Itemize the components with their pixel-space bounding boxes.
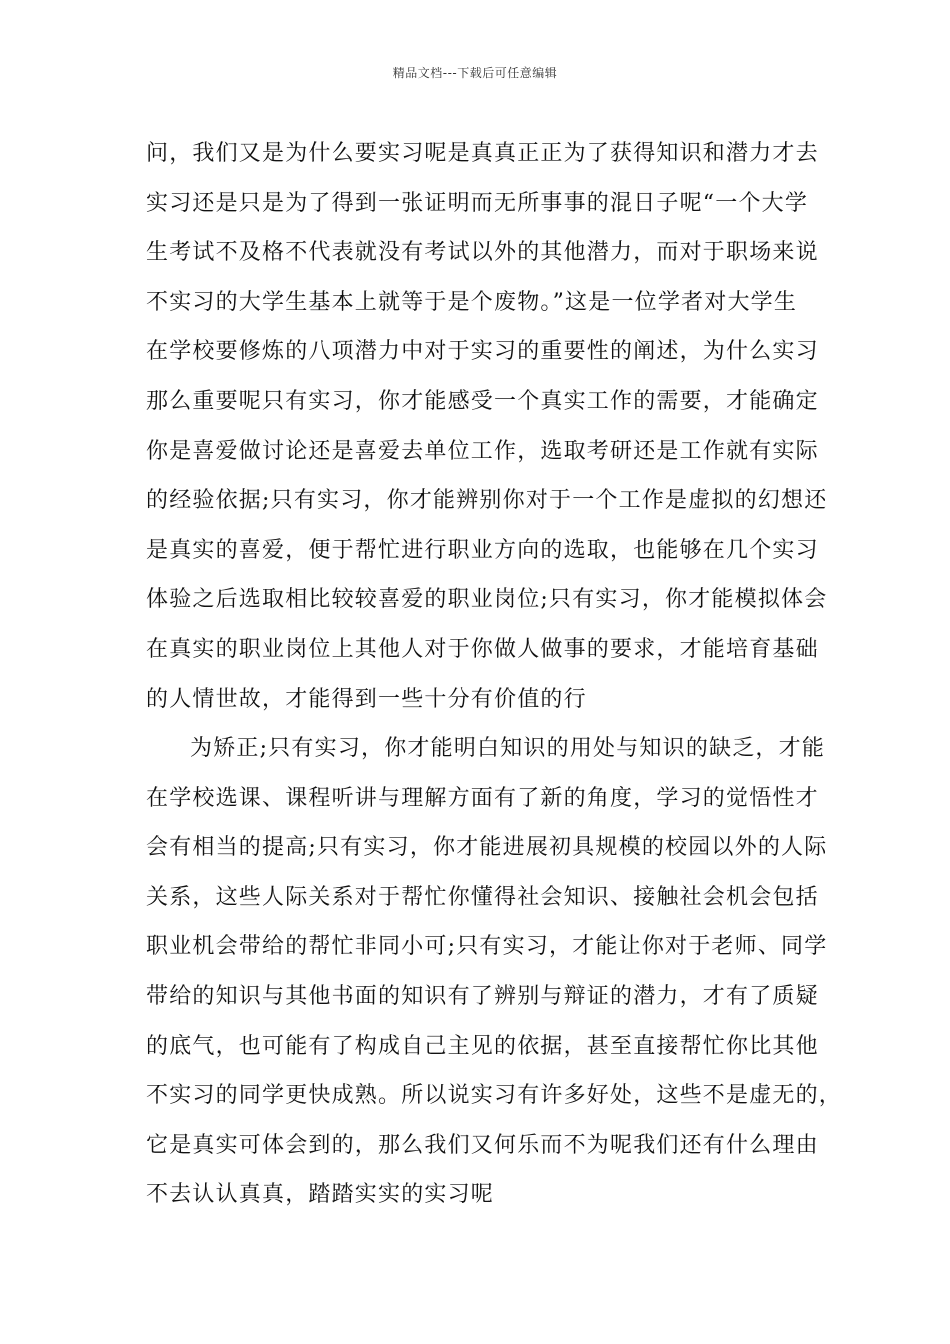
text-line: 不实习的同学更快成熟。所以说实习有许多好处，这些不是虚无的，: [146, 1083, 843, 1109]
paragraph-1: [146, 129, 828, 724]
page-header: 精品文档---下载后可任意编辑: [392, 66, 558, 80]
text-line: 职业机会带给的帮忙非同小可;只有实习，才能让你对于老师、同学: [146, 934, 828, 960]
text-line: 为矫正;只有实习，你才能明白知识的用处与知识的缺乏，才能: [190, 736, 826, 761]
text-line: 在真实的职业岗位上其他人对于你做人做事的要求，才能培育基础: [146, 636, 819, 662]
text-line: 那么重要呢只有实习，你才能感受一个真实工作的需要，才能确定: [146, 388, 819, 414]
text-line: 是真实的喜爱，便于帮忙进行职业方向的选取，也能够在几个实习: [146, 537, 819, 563]
text-line: 问，我们又是为什么要实习呢是真真正正为了获得知识和潜力才去: [146, 141, 819, 166]
text-line: 带给的知识与其他书面的知识有了辨别与辩证的潜力，才有了质疑: [146, 983, 819, 1009]
text-line: 在学校要修炼的八项潜力中对于实习的重要性的阐述，为什么实习: [146, 339, 819, 365]
text-line: 实习还是只是为了得到一张证明而无所事事的混日子呢“一个大学: [146, 190, 809, 216]
text-line: 会有相当的提高;只有实习，你才能进展初具规模的校园以外的人际: [146, 835, 828, 861]
text-line: 它是真实可体会到的，那么我们又何乐而不为呢我们还有什么理由: [146, 1132, 819, 1158]
text-line: 的底气，也可能有了构成自己主见的依据，甚至直接帮忙你比其他: [146, 1033, 819, 1059]
text-line: 在学校选课、课程听讲与理解方面有了新的角度，学习的觉悟性才: [146, 785, 819, 811]
text-line: 你是喜爱做讨论还是喜爱去单位工作，选取考研还是工作就有实际: [146, 438, 819, 464]
text-line: 的经验依据;只有实习，你才能辨别你对于一个工作是虚拟的幻想还: [146, 488, 828, 514]
paragraph-2: [146, 724, 843, 1220]
text-line: 不去认认真真，踏踏实实的实习呢: [146, 1182, 495, 1208]
text-line: 关系，这些人际关系对于帮忙你懂得社会知识、接触社会机会包括: [146, 884, 819, 910]
text-line: 体验之后选取相比较较喜爱的职业岗位;只有实习，你才能模拟体会: [146, 587, 828, 613]
text-line: 生考试不及格不代表就没有考试以外的其他潜力，而对于职场来说: [146, 240, 819, 266]
text-line: 的人情世故，才能得到一些十分有价值的行: [146, 686, 587, 712]
text-line: 不实习的大学生基本上就等于是个废物。”这是一位学者对大学生: [146, 289, 798, 315]
